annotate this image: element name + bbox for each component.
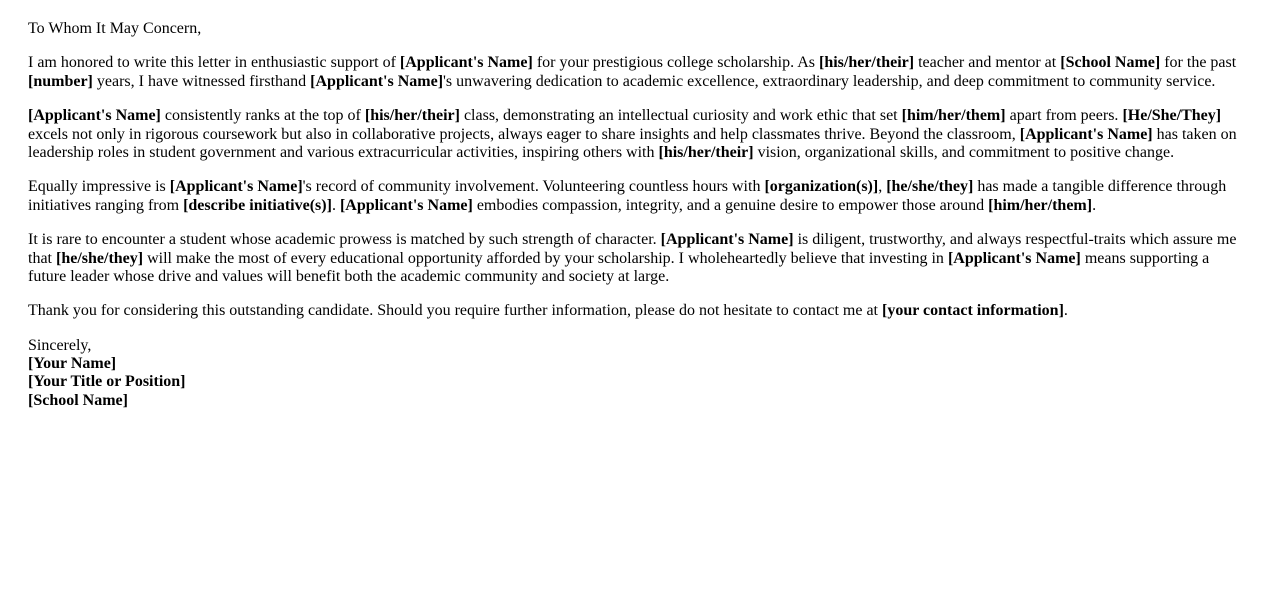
signature-block: Sincerely, [Your Name] [Your Title or Position] [School Name] [28, 336, 186, 409]
paragraph-character: It is rare to encounter a student whose academic prowess is matched by such strength of character. [Applicant's Name] is diligent, trustworthy, and always respectful-traits which assure me that [he/she/they] will make the most of every educational opportunity afforded by your scholarship. I wholeheartedly believe that investing in [Applicant's Name] means supporting a future leader whose drive and values will benefit both the academic community and society at large. [28, 231, 1237, 285]
paragraph-introduction: I am honored to write this letter in enthusiastic support of [Applicant's Name] for your prestigious college scholarship. As [his/her/their] teacher and mentor at [School Name] for the past [number] years, I have witnessed firsthand [Applicant's Name]'s unwavering dedication to academic excellence, extraordinary leadership, and deep commitment to community service. [28, 54, 1237, 90]
paragraph-thanks: Thank you for considering this outstanding candidate. Should you require further information, please do not hesitate to contact me at [your contact information]. [28, 302, 1068, 320]
paragraph-community: Equally impressive is [Applicant's Name]'s record of community involvement. Volunteering countless hours with [organization(s)], [he/she/they] has made a tangible difference through initiatives ranging from [describe initiative(s)]. [Applicant's Name] embodies compassion, integrity, and a genuine desire to empower those around [him/her/them]. [28, 178, 1227, 214]
salutation: To Whom It May Concern, [28, 20, 202, 37]
paragraph-academics: [Applicant's Name] consistently ranks at the top of [his/her/their] class, demonstrating an intellectual curiosity and work ethic that set [him/her/them] apart from peers. [He/She/They] excels not only in rigorous coursework but also in collaborative projects, always eager to share insights and help classmates thrive. Beyond the classroom, [Applicant's Name] has taken on leadership roles in student government and various extracurricular activities, inspiring others with [his/her/their] vision, organizational skills, and commitment to positive change. [28, 107, 1237, 161]
